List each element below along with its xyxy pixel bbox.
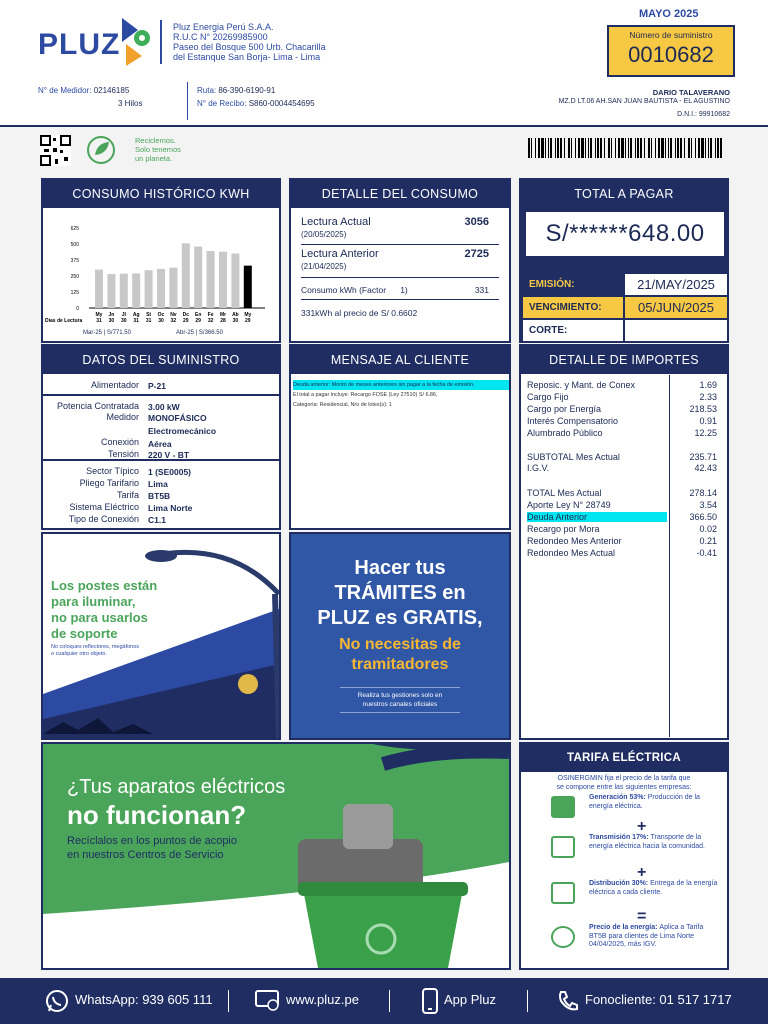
barcode-bar (568, 138, 570, 158)
customer-dni: D.N.I.: 99910682 (677, 111, 730, 118)
barcode-bar (695, 138, 696, 158)
lectura-actual-date: (20/05/2025) (301, 230, 347, 239)
tramites-small (291, 691, 509, 709)
barcode-bar (661, 138, 664, 158)
dias-lectura-label: Días de Lectura (45, 318, 83, 324)
importe-value: -0.41 (696, 548, 717, 558)
sector-value: 1 (SE0005) (148, 467, 191, 477)
barcode-bar (608, 138, 610, 158)
potencia-group (43, 399, 279, 461)
chart-bar (207, 251, 215, 308)
tarifa-operator: + (637, 818, 647, 835)
lectura-actual-label: Lectura Actual (301, 216, 371, 228)
footer-phone[interactable]: Fonocliente: 01 517 1717 (585, 992, 732, 1007)
postes-small (51, 644, 139, 658)
sector-label: Sector Típico (86, 466, 139, 476)
transmission-tower-icon (551, 836, 575, 858)
barcode-bar (590, 138, 592, 158)
house-distribution-icon (551, 882, 575, 904)
pluz-logo (38, 28, 120, 62)
importe-label: Recargo por Mora (527, 524, 600, 534)
total-amount: S/******648.00 (526, 212, 724, 256)
chart-bar (132, 273, 140, 308)
barcode-bar (578, 138, 580, 158)
barcode-bar (684, 138, 685, 158)
chart-bar (120, 274, 128, 308)
emision-value: 21/MAY/2025 (625, 274, 727, 295)
x-tick-label: My (95, 312, 103, 318)
barcode-bar (708, 138, 709, 158)
sistema-label: Sistema Eléctrico (69, 502, 139, 512)
alimentador-value: P-21 (148, 381, 166, 391)
mensaje-cliente-panel (289, 344, 511, 530)
barcode-bar (680, 138, 682, 158)
alimentador-label: Alimentador (90, 380, 139, 390)
importe-label: Deuda Anterior (527, 512, 667, 522)
barcode-bar (548, 138, 549, 158)
barcode-bar (717, 138, 719, 158)
detalle-consumo-panel (289, 178, 511, 343)
tarifa-item-text (589, 794, 719, 811)
pluz-logo-icon (118, 16, 152, 68)
tramites-small-line: Realiza tus gestiones solo en (357, 692, 443, 699)
meter-divider (187, 82, 188, 120)
importes-divider (669, 375, 670, 737)
barcode-bar (701, 138, 704, 158)
medidor-label: Medidor (106, 412, 139, 422)
price-note: 331kWh al precio de S/ 0.6602 (301, 308, 418, 318)
barcode-bar (677, 138, 679, 158)
importe-value: 12.25 (694, 428, 717, 438)
barcode-bar (600, 138, 602, 158)
medidor-value: MONOFÁSICO (148, 413, 207, 423)
importe-label: Cargo por Energía (527, 404, 602, 414)
mensaje-line-highlight: Deuda anterior: Monto de meses anteriores sin pagar a la fecha de emisión. (293, 380, 509, 390)
tarifa-item-bold: Precio de la energía: (589, 924, 660, 931)
barcode-bar (628, 138, 629, 158)
barcode-bar (658, 138, 660, 158)
footnote-right: Abr-25 | S/366.50 (176, 330, 223, 336)
importe-label: Alumbrado Público (527, 428, 603, 438)
barcode-bar (710, 138, 712, 158)
tarifa-title: TARIFA ELÉCTRICA (521, 744, 727, 772)
lectura-actual-value: 3056 (464, 216, 489, 228)
sistema-value: Lima Norte (148, 503, 193, 513)
barcode-bar (588, 138, 589, 158)
postes-line: de soporte (51, 626, 118, 641)
ad-postes (41, 532, 281, 740)
barcode (528, 138, 723, 158)
tramites-headline (291, 556, 509, 631)
company-name: Pluz Energia Perú S.A.A. (173, 22, 274, 32)
footer-web[interactable]: www.pluz.pe (286, 992, 359, 1007)
tarifa-item-desc: Entrega de la energía eléctrica a cada cliente. (589, 880, 718, 896)
tarifa-intro (521, 774, 727, 792)
consumo-kwh-value: 331 (474, 285, 489, 295)
web-icon (254, 989, 282, 1013)
chart-bar (244, 266, 252, 308)
x-tick-day: 30 (121, 318, 127, 324)
detalle-importes-panel (519, 344, 729, 740)
consumption-history-chart (43, 208, 279, 341)
x-tick-label: Jl (121, 312, 126, 318)
postes-line: Los postes están (51, 578, 158, 593)
detalle-consumo-title: DETALLE DEL CONSUMO (291, 180, 509, 208)
potencia-label: Potencia Contratada (56, 401, 139, 411)
datos-suministro-title: DATOS DEL SUMINISTRO (43, 346, 279, 374)
medidor-type-value: Electromecánico (148, 426, 217, 436)
barcode-bar (604, 138, 605, 158)
tarifa-item-text (589, 880, 719, 897)
barcode-bar (528, 138, 530, 158)
barcode-bar (670, 138, 672, 158)
barcode-bar (705, 138, 706, 158)
lectura-anterior-label: Lectura Anterior (301, 248, 379, 260)
generation-icon (551, 796, 575, 818)
x-tick-label: Oc (157, 312, 165, 318)
company-info (173, 22, 326, 62)
wires: 3 Hilos (118, 99, 143, 108)
barcode-bar (615, 138, 616, 158)
tarifa-item-text (589, 834, 719, 851)
tarifa-item-bold: Distribución 30%: (589, 880, 651, 887)
importe-label: TOTAL Mes Actual (527, 488, 602, 498)
x-tick-label: My (244, 312, 252, 318)
x-tick-label: Jn (108, 312, 115, 318)
barcode-bar (637, 138, 639, 158)
footer-separator (527, 990, 528, 1012)
x-tick-day: 29 (183, 318, 189, 324)
datos-suministro-panel (41, 344, 281, 530)
tramites-orange (291, 635, 509, 675)
tarifa-group (43, 464, 279, 528)
x-tick-day: 32 (207, 318, 214, 324)
tramites-line: Hacer tus (354, 557, 446, 579)
footer-separator (228, 990, 229, 1012)
barcode-bar (688, 138, 690, 158)
barcode-bar (571, 138, 572, 158)
aparatos-question: ¿Tus aparatos eléctricos (67, 776, 286, 798)
corte-label: CORTE: (523, 320, 623, 341)
lightbulb-price-icon (551, 926, 575, 948)
chart-bar (182, 243, 190, 308)
footer-app[interactable]: App Pluz (444, 992, 497, 1007)
mensaje-title: MENSAJE AL CLIENTE (291, 346, 509, 374)
x-tick-day: 28 (220, 318, 226, 324)
barcode-bar (698, 138, 700, 158)
tarifa-intro-line: OSINERGMIN fija el precio de la tarifa que (557, 775, 691, 782)
y-tick-label: 0 (76, 306, 79, 312)
x-tick-day: 31 (96, 318, 102, 324)
barcode-bar (720, 138, 722, 158)
barcode-bar (655, 138, 656, 158)
bill-header (0, 0, 768, 127)
vencimiento-value: 05/JUN/2025 (625, 297, 727, 318)
barcode-bar (545, 138, 546, 158)
x-tick-label: Dc (182, 312, 190, 318)
barcode-bar (564, 138, 565, 158)
tarifa-operator: = (637, 908, 647, 925)
chart-bar (107, 274, 115, 308)
barcode-bar (531, 138, 532, 158)
footer-separator (389, 990, 390, 1012)
postes-small-line: o cualquier otro objeto. (51, 651, 107, 657)
importe-label: SUBTOTAL Mes Actual (527, 452, 620, 462)
vencimiento-label: VENCIMIENTO: (523, 297, 623, 318)
postes-line: para iluminar, (51, 594, 136, 609)
billing-period: MAYO 2025 (639, 8, 699, 20)
barcode-bar (640, 138, 642, 158)
receipt-value: S860-0004454695 (248, 99, 315, 108)
y-tick-label: 125 (70, 290, 79, 296)
logo-divider (160, 20, 162, 64)
x-tick-label: Ab (232, 312, 239, 318)
barcode-bar (541, 138, 544, 158)
tarifa-item-desc: Aplica a Tarifa BT5B para clientes de Lima Norte 04/04/2025, más IGV. (589, 924, 704, 948)
aparatos-sub-line: en nuestros Centros de Servicio (67, 849, 224, 861)
barcode-bar (618, 138, 620, 158)
x-tick-label: St (146, 312, 152, 318)
importe-value: 218.53 (689, 404, 717, 414)
importe-label: Redondeo Mes Anterior (527, 536, 622, 546)
y-tick-label: 375 (70, 258, 79, 264)
tarifa-value: BT5B (148, 491, 171, 501)
importes-title: DETALLE DE IMPORTES (521, 346, 727, 374)
x-tick-label: En (195, 312, 202, 318)
corte-value (625, 320, 727, 341)
importe-label: Interés Compensatorio (527, 416, 619, 426)
barcode-bar (555, 138, 556, 158)
importe-value: 42.43 (694, 463, 717, 473)
importe-value: 235.71 (689, 452, 717, 462)
y-tick-label: 625 (70, 226, 79, 232)
barcode-bar (595, 138, 596, 158)
barcode-bar (715, 138, 716, 158)
customer-address: MZ.D LT.06 AH.SAN JUAN BAUTISTA - EL AGUSTINO (558, 98, 730, 105)
tramites-orange-line: No necesitas de (339, 636, 461, 653)
recycle-leaf-icon (85, 133, 119, 165)
chart-bar (169, 268, 177, 308)
ad-tramites (289, 532, 511, 740)
barcode-bar (635, 138, 636, 158)
recycle-message (135, 136, 181, 163)
tarifa-item-text (589, 924, 719, 950)
barcode-bar (691, 138, 692, 158)
supply-number-label: Número de suministro (629, 30, 713, 40)
pliego-label: Pliego Tarifario (79, 478, 139, 488)
barcode-bar (575, 138, 576, 158)
barcode-bar (535, 138, 536, 158)
consumo-historico-panel (41, 178, 281, 343)
aparatos-sub-line: Recíclalos en los puntos de acopio (67, 835, 237, 847)
consumo-historico-title: CONSUMO HISTÓRICO KWH (43, 180, 279, 208)
meter-value: 02146185 (93, 86, 130, 95)
barcode-bar (665, 138, 666, 158)
company-ruc: R.U.C N° 20269985900 (173, 32, 268, 42)
importe-label: I.G.V. (527, 463, 550, 473)
conexion-value: Aérea (148, 439, 172, 449)
importe-value: 3.54 (699, 500, 717, 510)
tipo-conexion-label: Tipo de Conexión (68, 514, 139, 524)
pliego-value: Lima (148, 479, 168, 489)
company-address-2: del Estanque San Borja- Lima - Lima (173, 52, 321, 62)
lectura-anterior-date: (21/04/2025) (301, 262, 347, 271)
tarifa-intro-line: se compone entre las siguientes empresas: (556, 784, 692, 791)
barcode-bar (648, 138, 650, 158)
x-tick-label: Nv (170, 312, 177, 318)
barcode-bar (675, 138, 676, 158)
chart-bar (194, 247, 202, 308)
tarifa-item-desc: Transporte de la energía eléctrica hacia la comunidad. (589, 834, 705, 850)
potencia-value: 3.00 kW (148, 402, 180, 412)
importe-label: Redondeo Mes Actual (527, 548, 616, 558)
tarifa-item-bold: Generación 53%: (589, 794, 648, 801)
postes-message (51, 578, 157, 642)
barcode-bar (630, 138, 632, 158)
tramites-small-line: nuestros canales oficiales (362, 701, 438, 708)
divider (301, 299, 499, 300)
tension-label: Tensión (107, 449, 139, 459)
importe-label: Cargo Fijo (527, 392, 569, 402)
barcode-bar (538, 138, 540, 158)
tipo-conexion-value: C1.1 (148, 515, 166, 525)
x-tick-day: 29 (245, 318, 251, 324)
chart-bar (145, 270, 153, 308)
barcode-bar (668, 138, 669, 158)
qr-code-icon (40, 135, 71, 166)
importe-value: 1.69 (699, 380, 717, 390)
x-tick-day: 31 (145, 318, 152, 324)
recycle-line: un planeta. (135, 154, 173, 163)
tarifa-operator: + (637, 864, 647, 881)
chart-bar (219, 252, 227, 308)
y-tick-label: 500 (70, 242, 79, 248)
barcode-bar (550, 138, 552, 158)
route-label: Ruta: (197, 86, 217, 95)
importe-value: 366.50 (689, 512, 717, 522)
total-pagar-title: TOTAL A PAGAR (521, 180, 727, 208)
divider (340, 687, 460, 688)
x-tick-day: 30 (108, 318, 115, 324)
chart-bar (95, 270, 103, 308)
tramites-orange-line: tramitadores (351, 656, 449, 673)
lectura-anterior-value: 2725 (464, 248, 489, 260)
divider (301, 277, 499, 278)
tramites-line: PLUZ es GRATIS, (317, 607, 483, 629)
importe-value: 0.02 (699, 524, 717, 534)
footer-bar (0, 978, 768, 1024)
barcode-bar (651, 138, 652, 158)
barcode-bar (585, 138, 586, 158)
consumo-kwh-label: Consumo kWh (Factor 1) (301, 285, 408, 295)
route-value: 86-390-6190-91 (218, 86, 276, 95)
customer-name: DARIO TALAVERANO (652, 88, 730, 97)
barcode-bar (581, 138, 584, 158)
ad-aparatos (41, 742, 511, 970)
recycle-line: Solo tenemos (135, 145, 181, 154)
meter-label: N° de Medidor: (38, 86, 92, 95)
x-tick-label: Mr (219, 312, 227, 318)
aparatos-sub (67, 834, 237, 862)
tarifa-label: Tarifa (116, 490, 139, 500)
supply-number: 0010682 (628, 42, 714, 67)
logo-text: PLUZ (38, 28, 121, 61)
x-tick-day: 31 (133, 318, 139, 324)
chart-bar (231, 254, 239, 308)
importe-value: 278.14 (689, 488, 717, 498)
alimentador-group (43, 375, 279, 396)
mensaje-line: El total a pagar incluye: Recargo FOSE (Ley 27510) S/ 6.86, (293, 392, 438, 398)
tarifa-electrica-panel (519, 742, 729, 970)
x-tick-day: 30 (232, 318, 239, 324)
barcode-bar (557, 138, 559, 158)
importe-value: 0.91 (699, 416, 717, 426)
emision-label: EMISIÓN: (523, 274, 623, 295)
postes-line: no para usarlos (51, 610, 148, 625)
barcode-bar (560, 138, 562, 158)
mensaje-line: Categoría: Residencial, Nro de lotes(s): 1 (293, 402, 392, 408)
barcode-bar (625, 138, 626, 158)
chart-bar (157, 269, 165, 308)
x-tick-label: Ag (132, 312, 140, 318)
x-tick-label: Fe (207, 312, 214, 318)
postes-small-line: No coloques reflectores, megáfonos (51, 644, 140, 650)
barcode-bar (611, 138, 612, 158)
y-tick-label: 250 (70, 274, 79, 280)
importe-label: Aporte Ley N° 28749 (527, 500, 611, 510)
footnote-left: Mar-25 | S/771.50 (83, 330, 131, 336)
x-tick-day: 32 (170, 318, 177, 324)
tramites-line: TRÁMITES en (334, 582, 466, 604)
aparatos-headline: no funcionan? (67, 800, 247, 830)
tarifa-item-bold: Transmisión 17%: (589, 834, 651, 841)
receipt-label: N° de Recibo: (197, 99, 247, 108)
tarifa-item-desc: Producción de la energía eléctrica. (589, 794, 700, 810)
x-tick-day: 29 (195, 318, 201, 324)
barcode-bar (621, 138, 624, 158)
footer-whatsapp[interactable]: WhatsApp: 939 605 111 (75, 992, 213, 1007)
barcode-bar (597, 138, 599, 158)
phone-icon (556, 989, 580, 1013)
whatsapp-icon (44, 988, 70, 1014)
mensaje-body (293, 380, 509, 410)
recycle-line: Reciclemos. (135, 136, 176, 145)
supply-number-box (607, 25, 735, 77)
importe-label: Reposic. y Mant. de Conex (527, 380, 636, 390)
mobile-phone-icon (420, 987, 440, 1015)
divider (301, 244, 499, 245)
barcode-bar (644, 138, 645, 158)
total-pagar-panel (519, 178, 729, 343)
x-tick-day: 30 (158, 318, 164, 324)
tension-value: 220 V - BT (148, 450, 190, 460)
importe-value: 0.21 (699, 536, 717, 546)
importe-value: 2.33 (699, 392, 717, 402)
company-address-1: Paseo del Bosque 500 Urb. Chacarilla (173, 42, 326, 52)
divider (340, 712, 460, 713)
conexion-label: Conexión (100, 437, 139, 447)
